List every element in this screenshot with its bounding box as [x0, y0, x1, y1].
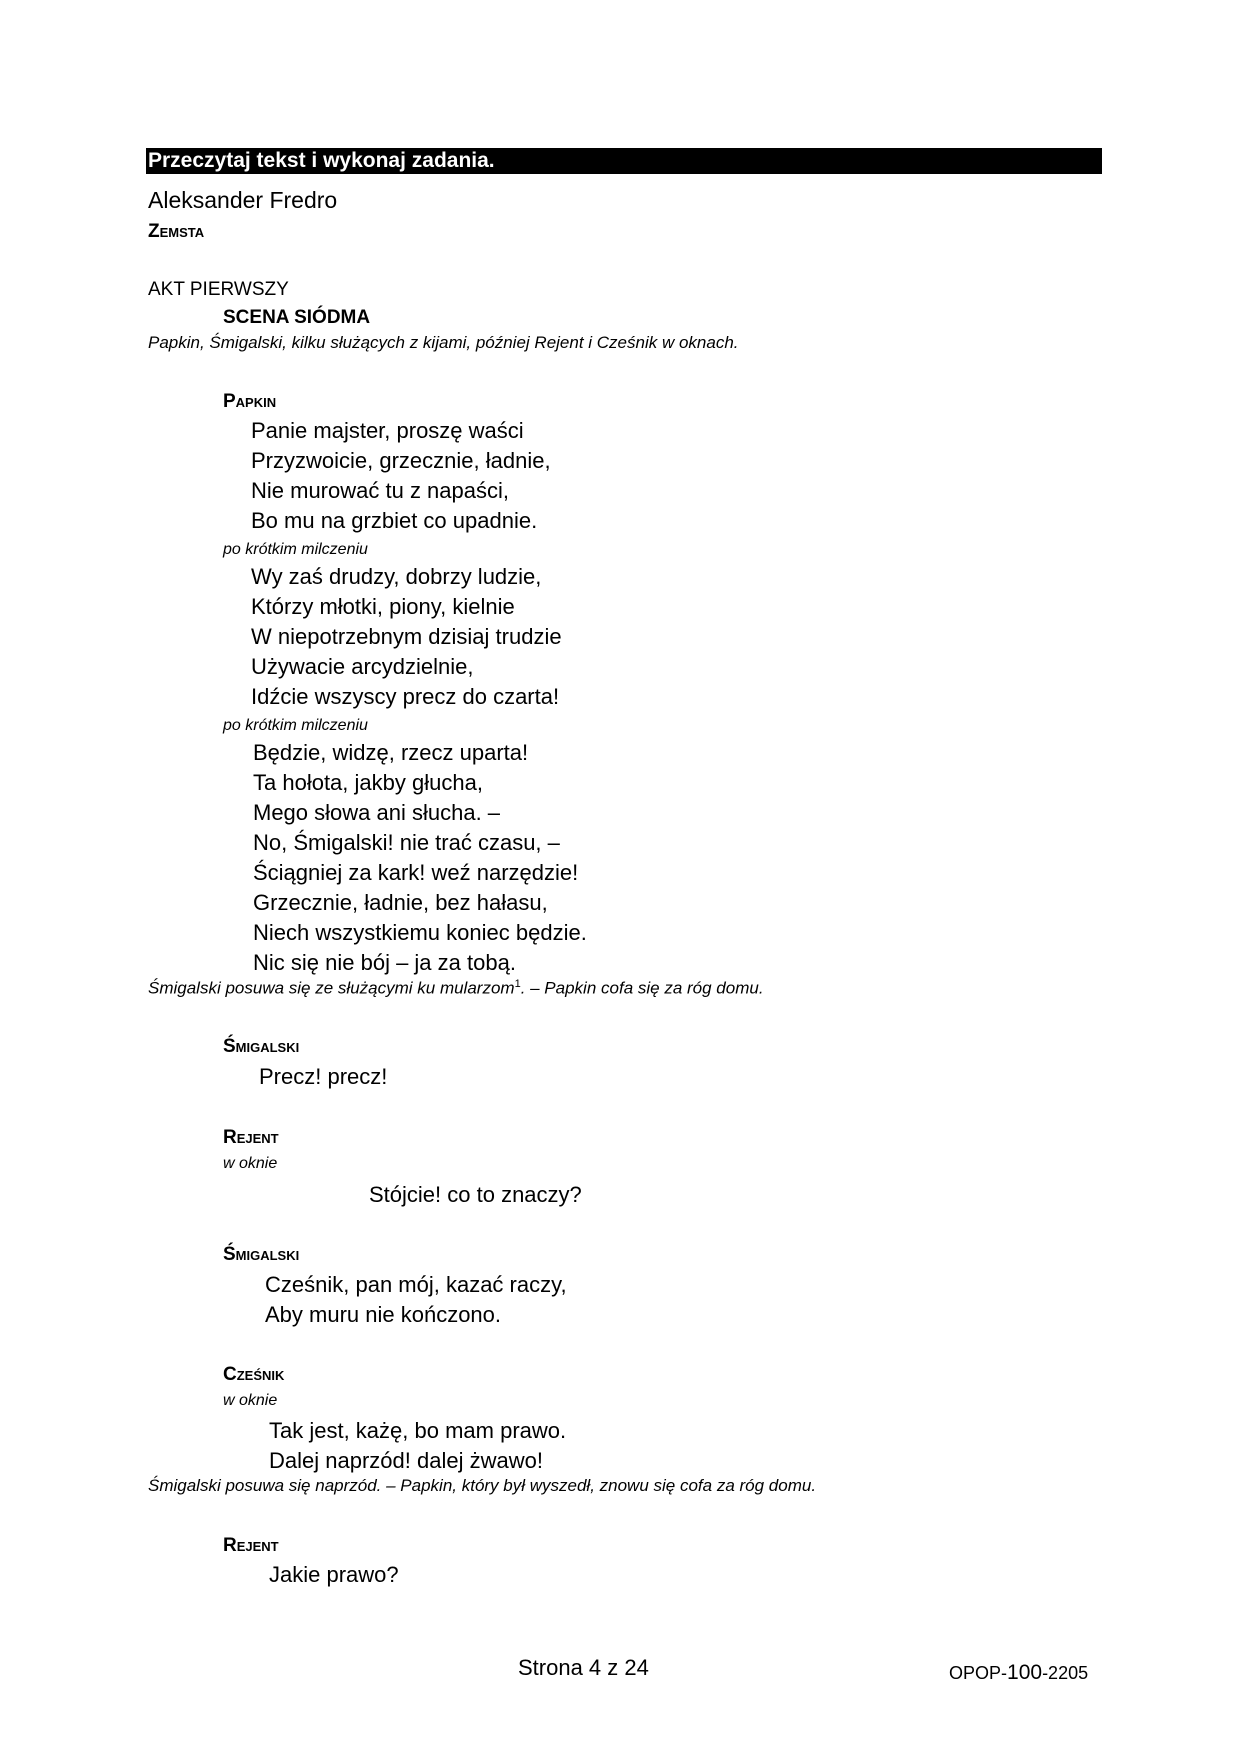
- verse-line: Idźcie wszyscy precz do czarta!: [251, 684, 560, 709]
- verse-block-2: [251, 562, 562, 712]
- speaker-smigalski: Śmigalski: [223, 1036, 300, 1057]
- stage-direction-1: [148, 978, 764, 999]
- exam-code-prefix: OPOP-: [949, 1663, 1008, 1683]
- footnote-marker: 1: [514, 978, 521, 990]
- verse-line: Stójcie! co to znaczy?: [369, 1182, 582, 1207]
- verse-line: Jakie prawo?: [269, 1562, 399, 1587]
- verse-line: Niech wszystkiemu koniec będzie.: [253, 920, 587, 945]
- work-title: Zemsta: [148, 221, 205, 242]
- scene-direction: Papkin, Śmigalski, kilku służących z kijami, później Rejent i Cześnik w oknach.: [148, 333, 739, 352]
- verse-line: Bo mu na grzbiet co upadnie.: [251, 508, 538, 533]
- scene-heading: SCENA SIÓDMA: [223, 307, 371, 328]
- verse-line: Tak jest, każę, bo mam prawo.: [269, 1418, 567, 1443]
- direction-text: . – Papkin cofa się za róg domu.: [520, 978, 764, 998]
- instruction-text: Przeczytaj tekst i wykonaj zadania.: [148, 149, 495, 172]
- exam-code-mid: 100: [1007, 1661, 1043, 1684]
- speaker-czesnik: Cześnik: [223, 1364, 285, 1385]
- stage-direction-in-window: w oknie: [223, 1392, 278, 1409]
- direction-text: Śmigalski posuwa się ze służącymi ku mularzom: [148, 978, 515, 998]
- verse-block-4: [265, 1270, 567, 1330]
- speaker-papkin: Papkin: [223, 391, 277, 412]
- verse-line: Aby muru nie kończono.: [265, 1302, 502, 1327]
- exam-code: [949, 1661, 1088, 1685]
- page-number: Strona 4 z 24: [518, 1655, 649, 1680]
- verse-line: Dalej naprzód! dalej żwawo!: [269, 1448, 543, 1473]
- verse-line: Ta hołota, jakby głucha,: [253, 770, 483, 795]
- verse-line: Ściągniej za kark! weź narzędzie!: [253, 860, 579, 885]
- verse-line: Którzy młotki, piony, kielnie: [251, 594, 515, 619]
- verse-line: Nie murować tu z napaści,: [251, 478, 509, 503]
- speaker-smigalski: Śmigalski: [223, 1244, 300, 1265]
- verse-line: Przyzwoicie, grzecznie, ładnie,: [251, 448, 551, 473]
- verse-line: Precz! precz!: [259, 1064, 388, 1089]
- verse-block-3: [253, 738, 587, 978]
- verse-block-1: [251, 416, 551, 536]
- instruction-bar: [146, 148, 1102, 174]
- verse-line: W niepotrzebnym dzisiaj trudzie: [251, 624, 562, 649]
- stage-direction-in-window: w oknie: [223, 1155, 278, 1172]
- verse-line: Używacie arcydzielnie,: [251, 654, 474, 679]
- verse-block-5: [269, 1416, 566, 1476]
- act-heading: AKT PIERWSZY: [148, 279, 289, 300]
- exam-code-suffix: -2205: [1042, 1663, 1089, 1683]
- stage-direction-pause-1: po krótkim milczeniu: [223, 541, 368, 558]
- speaker-rejent: Rejent: [223, 1535, 279, 1556]
- stage-direction-2: Śmigalski posuwa się naprzód. – Papkin, który był wyszedł, znowu się cofa za róg domu.: [148, 1476, 817, 1495]
- verse-line: Mego słowa ani słucha. –: [253, 800, 501, 825]
- verse-line: Grzecznie, ładnie, bez hałasu,: [253, 890, 548, 915]
- stage-direction-pause-2: po krótkim milczeniu: [223, 717, 368, 734]
- verse-line: Wy zaś drudzy, dobrzy ludzie,: [251, 564, 542, 589]
- verse-line: Będzie, widzę, rzecz uparta!: [253, 740, 529, 765]
- verse-line: Panie majster, proszę waści: [251, 418, 524, 443]
- verse-line: Cześnik, pan mój, kazać raczy,: [265, 1272, 567, 1297]
- verse-line: Nic się nie bój – ja za tobą.: [253, 950, 516, 975]
- verse-line: No, Śmigalski! nie trać czasu, –: [253, 830, 560, 855]
- author-name: Aleksander Fredro: [148, 187, 338, 213]
- speaker-rejent: Rejent: [223, 1127, 279, 1148]
